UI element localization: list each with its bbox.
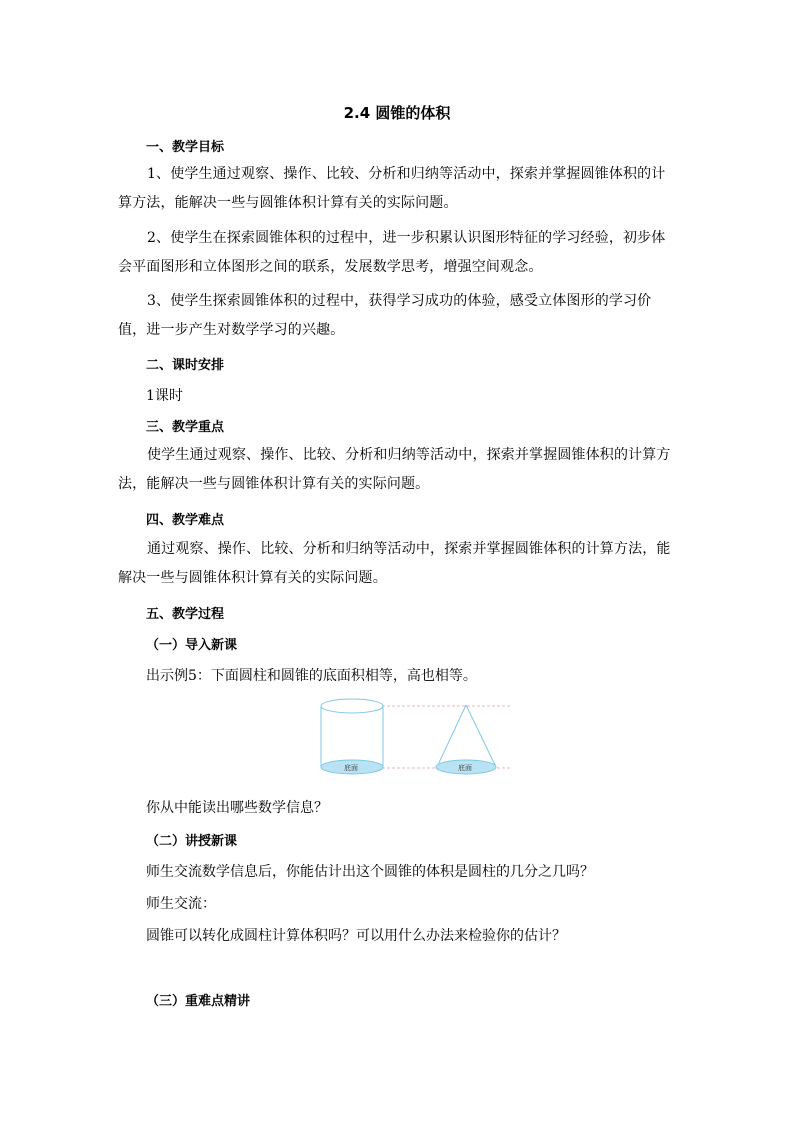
subheading-teaching: （二）讲授新课 — [146, 834, 238, 849]
cone-left-side — [437, 705, 466, 767]
cone-right-side — [466, 705, 496, 767]
discussion-line-2: 师生交流： — [146, 896, 216, 912]
schedule-text: 1课时 — [146, 388, 183, 404]
section-heading-key-point: 三、教学重点 — [146, 420, 225, 435]
question-text: 你从中能读出哪些数学信息？ — [146, 800, 328, 816]
section-heading-difficult-point: 四、教学难点 — [146, 513, 225, 528]
cone-base-label: 底面 — [458, 764, 472, 772]
subheading-intro: （一）导入新课 — [146, 638, 238, 653]
discussion-line-1: 师生交流数学信息后，你能估计出这个圆锥的体积是圆柱的几分之几吗？ — [146, 864, 594, 880]
example-text: 出示例5：下面圆柱和圆锥的底面积相等，高也相等。 — [146, 668, 477, 684]
section-heading-goals: 一、教学目标 — [146, 140, 225, 155]
goal-1: 1、使学生通过观察、操作、比较、分析和归纳等活动中，探索并掌握圆锥体积的计算方法，能解决一些与圆锥体积计算有关的实际问题。 — [118, 166, 666, 211]
cylinder-top — [321, 699, 383, 713]
goal-3: 3、使学生探索圆锥体积的过程中，获得学习成功的体验，感受立体图形的学习价值，进一步产生对数学学习的兴趣。 — [118, 293, 652, 338]
section-heading-process: 五、教学过程 — [146, 607, 225, 622]
cylinder-cone-figure — [300, 690, 520, 790]
difficult-point-text: 通过观察、操作、比较、分析和归纳等活动中，探索并掌握圆锥体积的计算方法，能解决一些与圆锥体积计算有关的实际问题。 — [118, 541, 671, 586]
subheading-key-difficult: （三）重难点精讲 — [146, 994, 251, 1009]
page-title: 2.4 圆锥的体积 — [343, 104, 451, 122]
key-point-text: 使学生通过观察、操作、比较、分析和归纳等活动中，探索并掌握圆锥体积的计算方法，能解决一些与圆锥体积计算有关的实际问题。 — [118, 447, 671, 492]
cylinder-base-label: 底面 — [344, 764, 358, 772]
goal-2: 2、使学生在探索圆锥体积的过程中，进一步积累认识图形特征的学习经验，初步体会平面图形和立体图形之间的联系，发展数学思考，增强空间观念。 — [118, 230, 666, 275]
section-heading-schedule: 二、课时安排 — [146, 358, 225, 373]
discussion-line-3: 圆锥可以转化成圆柱计算体积吗？可以用什么办法来检验你的估计？ — [146, 928, 566, 944]
